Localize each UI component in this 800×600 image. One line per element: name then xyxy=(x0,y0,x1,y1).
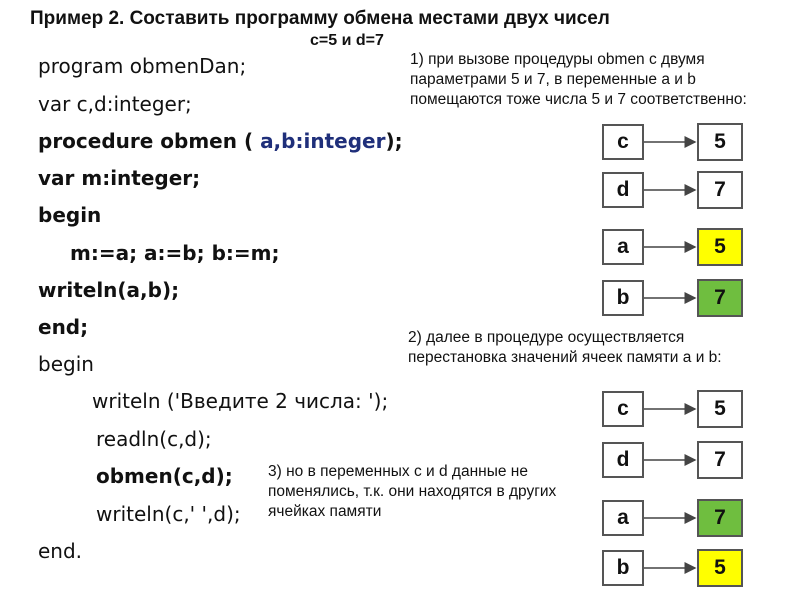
var-box-c: c xyxy=(602,391,644,427)
note-1: 1) при вызове процедуры obmen с двумя параметрами 5 и 7, в переменные a и b помещаются тоже числа 5 и 7 соответственно: xyxy=(410,51,747,108)
code-line: var c,d:integer; xyxy=(38,92,192,116)
page-title: Пример 2. Составить программу обмена местами двух чисел xyxy=(30,8,610,29)
value-box-d: 7 xyxy=(697,441,743,479)
var-box-d: d xyxy=(602,442,644,478)
page-subtitle: c=5 и d=7 xyxy=(310,32,384,49)
note-3: 3) но в переменных c и d данные не поменялись, т.к. они находятся в других ячейках памяти xyxy=(268,463,557,520)
code-line xyxy=(38,129,403,153)
code-line: readln(c,d); xyxy=(96,427,212,451)
value-box-b: 7 xyxy=(697,279,743,317)
var-box-c: c xyxy=(602,124,644,160)
code-line: program obmenDan; xyxy=(38,54,247,78)
var-box-a: a xyxy=(602,229,644,265)
code-text: procedure obmen ( xyxy=(38,129,261,153)
code-line: begin xyxy=(38,203,102,227)
value-box-d: 7 xyxy=(697,171,743,209)
var-box-b: b xyxy=(602,280,644,316)
value-box-a: 5 xyxy=(697,228,743,266)
code-line: writeln ('Введите 2 числа: '); xyxy=(92,389,389,413)
var-box-a: a xyxy=(602,500,644,536)
value-box-c: 5 xyxy=(697,390,743,428)
code-line: m:=a; a:=b; b:=m; xyxy=(70,241,280,265)
value-box-b: 5 xyxy=(697,549,743,587)
code-line: var m:integer; xyxy=(38,166,201,190)
code-line: end. xyxy=(38,539,83,563)
code-params: a,b:integer xyxy=(260,129,386,153)
code-line: writeln(c,' ',d); xyxy=(96,502,241,526)
var-box-b: b xyxy=(602,550,644,586)
code-text: ); xyxy=(385,129,403,153)
code-line: begin xyxy=(38,352,94,376)
code-line: writeln(a,b); xyxy=(38,278,180,302)
value-box-a: 7 xyxy=(697,499,743,537)
value-box-c: 5 xyxy=(697,123,743,161)
note-2: 2) далее в процедуре осуществляется перестановка значений ячеек памяти a и b: xyxy=(408,329,722,366)
var-box-d: d xyxy=(602,172,644,208)
code-line: end; xyxy=(38,315,89,339)
code-line: obmen(c,d); xyxy=(96,464,233,488)
